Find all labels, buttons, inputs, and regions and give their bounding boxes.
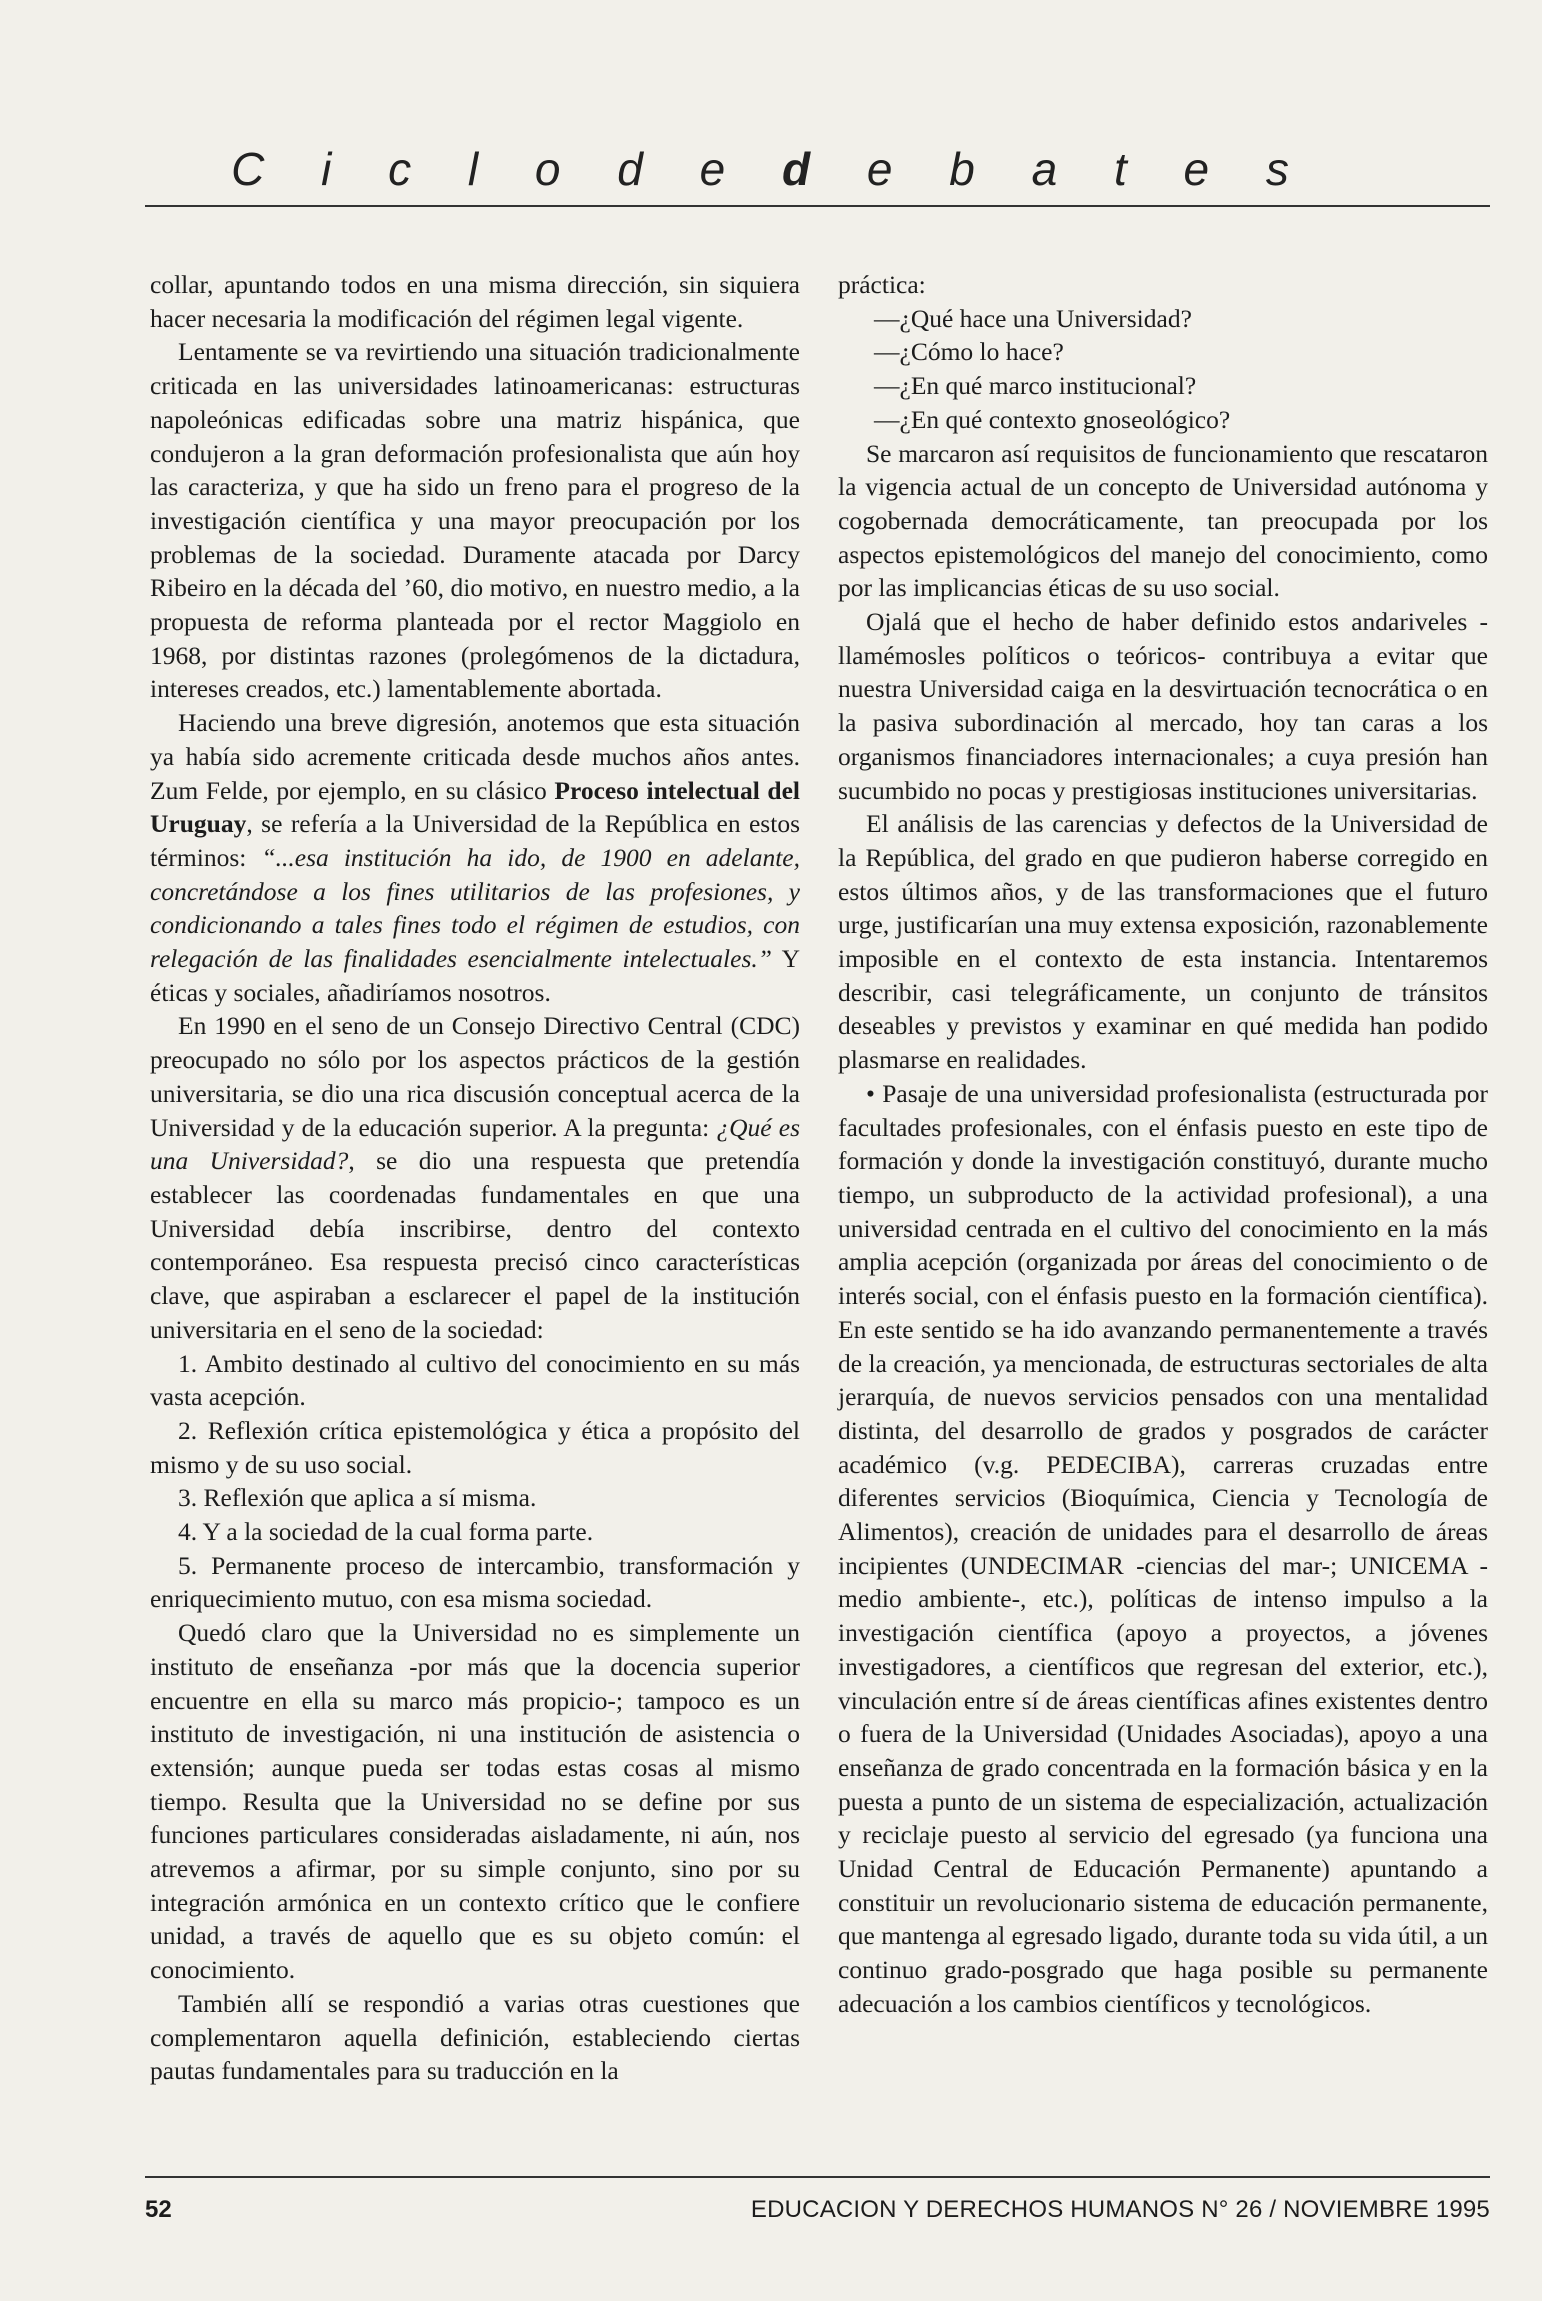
question-item: —¿En qué marco institucional? [874,371,1197,401]
section-title-part: C i c l o d e [231,143,782,195]
section-title [0,142,1542,196]
paragraph: práctica: [838,270,926,299]
header-rule [145,205,1490,207]
left-column [150,268,800,2088]
list-item: 2. Reflexión crítica epistemológica y ética a propósito del mismo y de su uso social. [150,1415,800,1479]
paragraph: Lentamente se va revirtiendo una situación tradicionalmente criticada en las universidades latinoamericanas: estructuras napoleónicas edificadas sobre una matriz hispánica, que condujeron a la gran deformación profesionalista que aún hoy las caracteriza, y que ha sido un freno para el progreso de la investigación científica y una mayor preocupación por los problemas de la sociedad. Duramente atacada por Darcy Ribeiro en la década del ’60, dio motivo, en nuestro medio, a la propuesta de reforma planteada por el rector Maggiolo en 1968, por distintas razones (prolegómenos de la dictadura, intereses creados, etc.) lamentablemente abortada. [150,337,800,704]
list-item: 5. Permanente proceso de intercambio, transformación y enriquecimiento mutuo, con esa misma sociedad. [150,1550,800,1614]
journal-citation: EDUCACION Y DERECHOS HUMANOS N° 26 / NOVIEMBRE 1995 [750,2196,1490,2223]
book-title: Proceso intelectual del Uruguay [150,775,800,839]
section-title-part: e b a t e s [832,143,1311,195]
paragraph: El análisis de las carencias y defectos de la Universidad de la República, del grado en que pudieron haberse corregido en estos últimos años, y de las transformaciones que el futuro urge, justificarían una muy extensa exposición, razonablemente imposible en el contexto de esta instancia. Intentaremos describir, casi telegráficamente, un conjunto de tránsitos deseables y previstos y examinar en qué medida han podido plasmarse en realidades. [838,809,1488,1075]
text-run: En 1990 en el seno de un Consejo Directivo Central (CDC) preocupado no sólo por los aspectos prácticos de la gestión universitaria, se dio una rica discusión conceptual acerca de la Universidad y de la educación superior. A la pregunta: [150,1011,800,1142]
paragraph [150,1009,800,1346]
question-item: —¿Cómo lo hace? [874,337,1064,367]
paragraph: Ojalá que el hecho de haber definido estos andariveles -llamémosles políticos o teóricos- contribuya a evitar que nuestra Universidad caiga en la desvirtuación tecnocrática o en la pasiva subordinación al mercado, hoy tan caras a los organismos financiadores internacionales; a cuya presión han sucumbido no pocas y prestigiosas instituciones universitarias. [838,607,1488,805]
bullet-paragraph: • Pasaje de una universidad profesionalista (estructurada por facultades profesionales, con el énfasis puesto en este tipo de formación y donde la investigación constituyó, durante mucho tiempo, un subproducto de la actividad profesional), a una universidad centrada en el cultivo del conocimiento en la más amplia acepción (organizada por áreas del conocimiento o de interés social, con el énfasis puesto en la formación científica). En este sentido se ha ido avanzando permanentemente a través de la creación, ya mencionada, de estructuras sectoriales de alta jerarquía, de nuevos servicios pensados con una mentalidad distinta, del desarrollo de grados y posgrados de carácter académico (v.g. PEDECIBA), carreras cruzadas entre diferentes servicios (Bioquímica, Ciencia y Tecnología de Alimentos), creación de unidades para el desarrollo de áreas incipientes (UNDECIMAR -ciencias del mar-; UNICEMA -medio ambiente-, etc.), políticas de intenso impulso a la investigación científica (apoyo a proyectos, a jóvenes investigadores, a científicos que regresan del exterior, etc.), vinculación entre sí de áreas científicas afines existentes dentro o fuera de la Universidad (Unidades Asociadas), apoyo a una enseñanza de grado concentrada en la formación básica y en la puesta a punto de un sistema de especialización, actualización y reciclaje puesto al servicio del egresado (ya funciona una Unidad Central de Educación Permanente) apuntando a constituir un revolucionario sistema de educación permanente, que mantenga al egresado ligado, durante toda su vida útil, a un continuo grado-posgrado que haga posible su permanente adecuación a los cambios científicos y tecnológicos. [838,1078,1488,2018]
paragraph: Quedó claro que la Universidad no es simplemente un instituto de enseñanza -por más que la docencia superior encuentre en ella su marco más propicio-; tampoco es un instituto de investigación, ni una institución de asistencia o extensión; aunque pueda ser todas estas cosas al mismo tiempo. Resulta que la Universidad no se define por sus funciones particulares consideradas aisladamente, ni aún, nos atrevemos a afirmar, por su simple conjunto, sino por su integración armónica en un contexto crítico que le confiere unidad, a través de aquello que es su objeto común: el conocimiento. [150,1618,800,1985]
section-title-bold-letter: d [781,143,833,195]
paragraph: collar, apuntando todos en una misma dirección, sin siquiera hacer necesaria la modificación del régimen legal vigente. [150,270,800,333]
paragraph: También allí se respondió a varias otras cuestiones que complementaron aquella definición, estableciendo ciertas pautas fundamentales para su traducción en la [150,1988,800,2086]
question-item: —¿Qué hace una Universidad? [874,303,1192,333]
list-item: 3. Reflexión que aplica a sí misma. [178,1483,537,1513]
paragraph [150,706,800,1009]
page-number: 52 [145,2196,172,2223]
quotation: “...esa institución ha ido, de 1900 en adelante, concretándose a los fines utilitarios de las profesiones, y condicionando a tales fines todo el régimen de estudios, con relegación de las finalidades esencialmente intelectuales.” [150,842,800,974]
list-item: 4. Y a la sociedad de la cual forma parte. [178,1517,594,1547]
text-run: Haciendo una breve digresión, anotemos que esta situación ya había sido acremente criticada desde muchos años antes. Zum Felde, por ejemplo, en su clásico [150,708,800,805]
right-column [838,268,1488,2021]
footer-rule [145,2176,1490,2178]
paragraph: Se marcaron así requisitos de funcionamiento que rescataron la vigencia actual de un concepto de Universidad autónoma y cogobernada democráticamente, tan preocupada por los aspectos epistemológicos del manejo del conocimiento, como por las implicancias éticas de su uso social. [838,438,1488,603]
text-run: , se dio una respuesta que pretendía establecer las coordenadas fundamentales en que una Universidad debía inscribirse, dentro del contexto contemporáneo. Esa respuesta precisó cinco características clave, que aspiraban a esclarecer el papel de la institución universitaria en el seno de la sociedad: [150,1146,800,1344]
text-run: , se refería a la Universidad de la República en estos términos: [150,809,800,872]
text-run: Y éticas y sociales, añadiríamos nosotros. [150,944,800,1007]
list-item: 1. Ambito destinado al cultivo del conocimiento en su más vasta acepción. [150,1348,800,1412]
question: ¿Qué es una Universidad? [150,1112,800,1176]
question-item: —¿En qué contexto gnoseológico? [874,404,1231,434]
